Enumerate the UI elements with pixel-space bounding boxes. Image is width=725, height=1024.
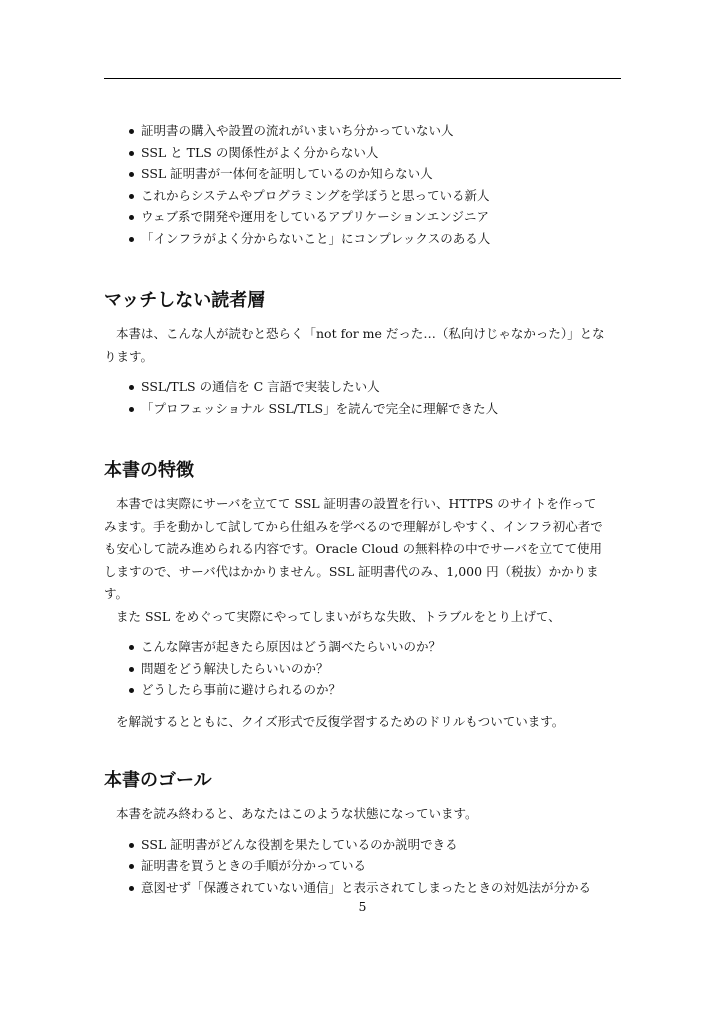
features-paragraph-line: みます。手を動かして試してから仕組みを学べるので理解がしやすく、インフラ初心者で [104,518,603,534]
list-item: 意図せず「保護されていない通信」と表示されてしまったときの対処法が分かる [104,877,621,899]
list-item: 「インフラがよく分からないこと」にコンプレックスのある人 [104,228,621,250]
list-item: SSL/TLS の通信を C 言語で実装したい人 [104,376,621,398]
section-heading-goal: 本書のゴール [104,770,212,791]
goal-paragraph: 本書を読み終わると、あなたはこのような状態になっています。 [116,806,478,821]
mismatch-list [104,376,621,419]
mismatch-paragraph-line1: 本書は、こんな人が読むと恐らく「not for me だった…（私向けじゃなかった）」とな [116,326,605,341]
list-item: 「プロフェッショナル SSL/TLS」を読んで完全に理解できた人 [104,398,621,420]
header-rule [104,78,621,79]
list-item: これからシステムやプログラミングを学ぼうと思っている新人 [104,185,621,207]
features-paragraph-2: また SSL をめぐって実際にやってしまいがちな失敗、トラブルをとり上げて、 [116,608,561,624]
mismatch-paragraph-line2: ります。 [104,348,154,364]
page-number: 5 [358,899,367,914]
features-list [104,636,621,701]
features-paragraph-line: も安心して読み進められる内容です。Oracle Cloud の無料枠の中でサーバを立てて使用 [104,541,603,556]
list-item: ウェブ系で開発や運用をしているアプリケーションエンジニア [104,206,621,228]
intro-list [104,120,621,249]
list-item: どうしたら事前に避けられるのか？ [104,679,621,701]
section-heading-features: 本書の特徴 [104,460,194,481]
section-heading-mismatch: マッチしない読者層 [104,290,266,311]
list-item: SSL 証明書がどんな役割を果たしているのか説明できる [104,834,621,856]
list-item: SSL と TLS の関係性がよく分からない人 [104,142,621,164]
list-item: 証明書の購入や設置の流れがいまいち分かっていない人 [104,120,621,142]
list-item: SSL 証明書が一体何を証明しているのか知らない人 [104,163,621,185]
features-paragraph-line: しますので、サーバ代はかかりません。SSL 証明書代のみ、1,000 円（税抜）かかります。 [104,563,599,601]
page-body [104,120,621,898]
list-item: 問題をどう解決したらいいのか？ [104,658,621,680]
goal-list [104,834,621,899]
list-item: 証明書を買うときの手順が分かっている [104,855,621,877]
features-paragraph-3: を解説するとともに、クイズ形式で反復学習するためのドリルもついています。 [116,713,565,729]
list-item: こんな障害が起きたら原因はどう調べたらいいのか？ [104,636,621,658]
features-paragraph-line: 本書では実際にサーバを立てて SSL 証明書の設置を行い、HTTPS のサイトを作って [116,496,597,511]
